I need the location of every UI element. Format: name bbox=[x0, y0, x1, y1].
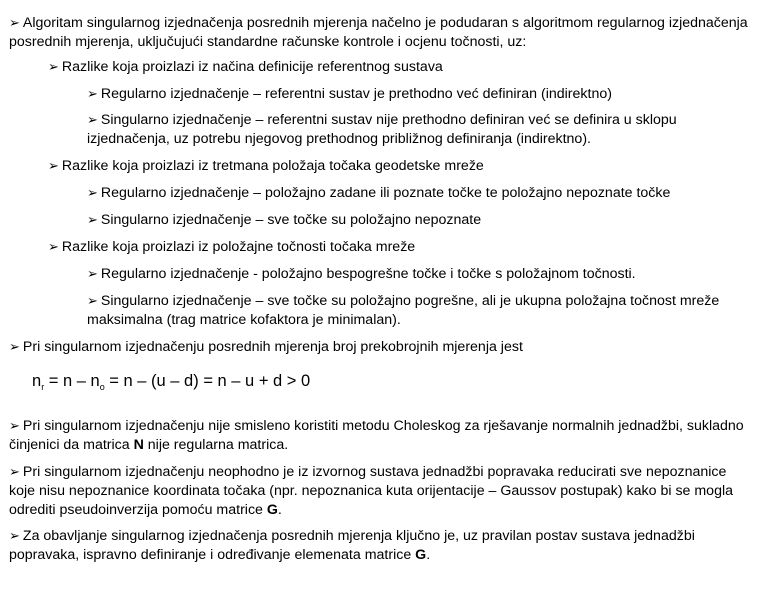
bullet-matrix-g bbox=[9, 526, 754, 565]
arrow-bullet-icon: ➢ bbox=[87, 185, 98, 200]
subsubbullet-regular-accuracy bbox=[87, 264, 755, 284]
paragraph-text: Pri singularnom izjednačenju nije smisleno koristiti metodu Choleskog za rješavanje normalnih jednadžbi, sukladno činjenici da matrica bbox=[9, 418, 744, 453]
paragraph-text: Regularno izjednačenje – referentni sustav je prethodno već definiran (indirektno) bbox=[100, 86, 612, 102]
matrix-symbol: G bbox=[415, 547, 427, 563]
paragraph-text: Regularno izjednačenje – položajno zadane ili poznate točke te položajno nepoznate točke bbox=[100, 185, 671, 201]
subsubbullet-singular-accuracy bbox=[87, 291, 755, 330]
paragraph-text: Algoritam singularnog izjednačenja posrednih mjerenja načelno je podudaran s algoritmom regularnog izjednačenja posrednih mjerenja, uključujući standardne računske kontrole i ocjenu točnosti, uz: bbox=[9, 15, 748, 50]
matrix-symbol: N bbox=[133, 437, 144, 453]
paragraph-text: Za obavljanje singularnog izjednačenja posrednih mjerenja ključno je, uz pravilan postav sustava jednadžbi popravaka, ispravno definiranje i određivanje elemenata matrice bbox=[9, 528, 695, 563]
arrow-bullet-icon: ➢ bbox=[9, 528, 20, 543]
arrow-bullet-icon: ➢ bbox=[9, 464, 20, 479]
paragraph-text: Razlike koja proizlazi iz položajne točnosti točaka mreže bbox=[61, 239, 416, 255]
subbullet-reference-system bbox=[48, 57, 748, 77]
paragraph-text: Singularno izjednačenje – sve točke su položajno pogrešne, ali je ukupna položajna točnost mreže maksimalna (trag matrice kofaktora je minimalan). bbox=[87, 293, 720, 328]
subsubbullet-singular-points bbox=[87, 210, 755, 230]
formula-part-2: = n – (u – d) = n – u + d > 0 bbox=[104, 372, 311, 390]
subsubbullet-regular-points bbox=[87, 183, 755, 203]
subsubbullet-regular-reference bbox=[87, 84, 755, 104]
arrow-bullet-icon: ➢ bbox=[9, 15, 20, 30]
arrow-bullet-icon: ➢ bbox=[87, 86, 98, 101]
arrow-bullet-icon: ➢ bbox=[48, 239, 59, 254]
arrow-bullet-icon: ➢ bbox=[87, 266, 98, 281]
paragraph-text-end: . bbox=[426, 547, 431, 563]
bullet-cholesky bbox=[9, 416, 754, 455]
paragraph-text-end: . bbox=[277, 502, 282, 518]
bullet-pseudoinverse bbox=[9, 462, 754, 520]
formula-n: n bbox=[32, 372, 42, 390]
paragraph-text: Pri singularnom izjednačenju neophodno je iz izvornog sustava jednadžbi popravaka reducirati sve nepoznanice koje nisu nepoznanice koordinata točaka (npr. nepoznanica kuta orijentacije – Gaussov postupak) kako bi se mogla odrediti pseudoinverzija pomoću matrice bbox=[9, 464, 734, 518]
arrow-bullet-icon: ➢ bbox=[9, 339, 20, 354]
bullet-intro bbox=[9, 13, 754, 52]
subbullet-positional-accuracy bbox=[48, 237, 748, 257]
subbullet-point-treatment bbox=[48, 156, 748, 176]
formula-subscript-r: r bbox=[41, 382, 45, 392]
arrow-bullet-icon: ➢ bbox=[87, 212, 98, 227]
matrix-symbol: G bbox=[266, 502, 278, 518]
formula-part-1: = n – n bbox=[44, 372, 100, 390]
paragraph-text: Pri singularnom izjednačenju posrednih mjerenja broj prekobrojnih mjerenja jest bbox=[22, 339, 523, 355]
paragraph-text-end: nije regularna matrica. bbox=[143, 437, 289, 453]
formula-subscript-o: o bbox=[99, 382, 105, 392]
paragraph-text: Razlike koja proizlazi iz načina definicije referentnog sustava bbox=[61, 59, 443, 75]
arrow-bullet-icon: ➢ bbox=[48, 59, 59, 74]
subsubbullet-singular-reference bbox=[87, 110, 755, 149]
arrow-bullet-icon: ➢ bbox=[9, 418, 20, 433]
paragraph-text: Razlike koja proizlazi iz tretmana položaja točaka geodetske mreže bbox=[61, 158, 484, 174]
paragraph-text: Singularno izjednačenje – referentni sustav nije prethodno definiran već se definira u sklopu izjednačenja, uz potrebu njegovog prethodnog približnog definiranja (indirektno). bbox=[87, 112, 677, 147]
arrow-bullet-icon: ➢ bbox=[48, 158, 59, 173]
redundancy-formula bbox=[32, 372, 310, 397]
arrow-bullet-icon: ➢ bbox=[87, 293, 98, 308]
paragraph-text: Singularno izjednačenje – sve točke su položajno nepoznate bbox=[100, 212, 482, 228]
arrow-bullet-icon: ➢ bbox=[87, 112, 98, 127]
bullet-redundant-measurements bbox=[9, 337, 754, 357]
paragraph-text: Regularno izjednačenje - položajno bespogrešne točke i točke s položajnom točnosti. bbox=[100, 266, 636, 282]
